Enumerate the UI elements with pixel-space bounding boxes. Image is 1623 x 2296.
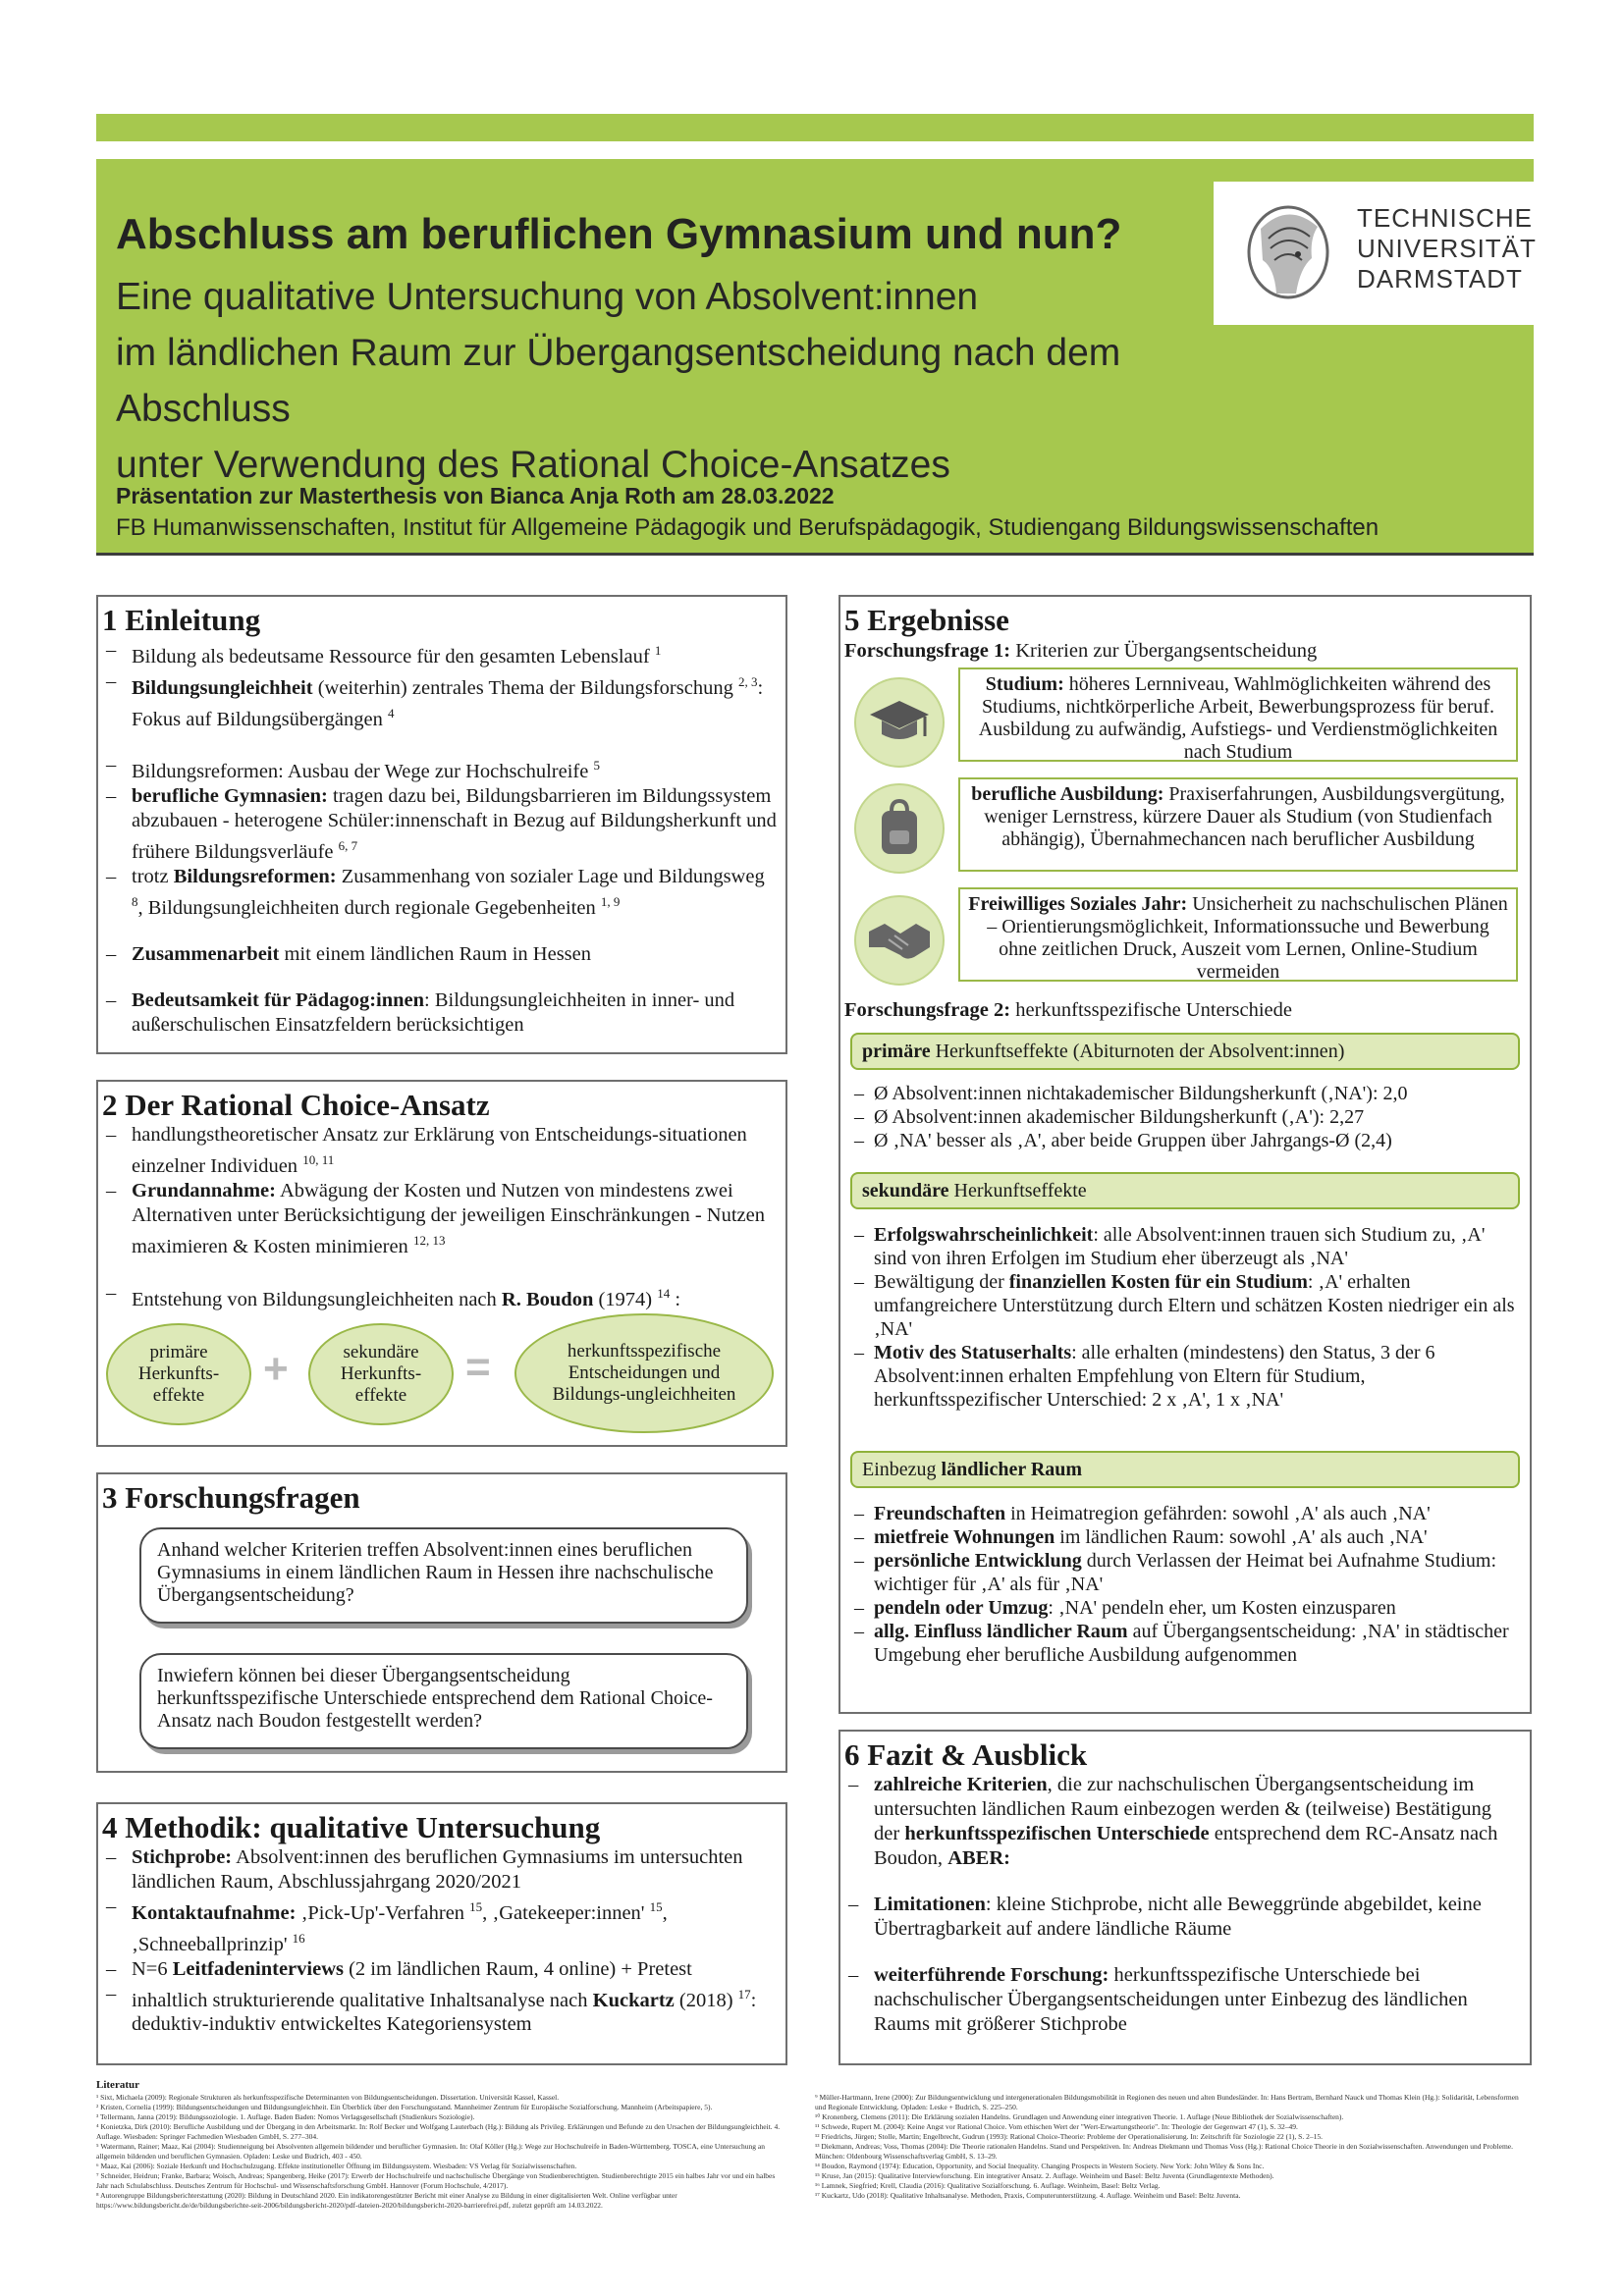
list-item: – N=6 Leitfadeninterviews (2 im ländlichen Raum, 4 online) + Pretest	[102, 1957, 778, 1982]
reference: ¹⁶ Lamnek, Siegfried; Krell, Claudia (2016): Qualitative Sozialforschung. 6. Auflage. Weinheim, Basel: Beltz Verlag.	[815, 2181, 1161, 2190]
ellipse-secondary-effects: sekundäre Herkunfts-effekte	[308, 1323, 454, 1425]
list-item: – Entstehung von Bildungsungleichheiten nach R. Boudon (1974) $^{14}$ :	[102, 1281, 778, 1312]
rural-area-list	[840, 1502, 1520, 1667]
graduation-cap-icon	[854, 677, 945, 768]
list-item: – zahlreiche Kriterien, die zur nachschulischen Übergangsentscheidung im untersuchten ländlichen Raum einbezogen werden & (teilweise) Bestätigung der herkunftsspezifischen Unterschiede entsprechend dem RC-Ansatz nach Boudon, ABER:	[844, 1773, 1522, 1871]
bullet-list	[98, 1123, 785, 1311]
reference: ⁸ Autorengruppe Bildungsberichterstattung (2020): Bildung in Deutschland 2020. Ein indikatorengestützter Bericht mit einer Analyse zu Bildung in einer digitalisierten Welt. Online verfügbar unter https://www.bildungsbericht.de/de/bildungsberichte-seit-2006/bildungsbericht-2020/pdf-dateien-2020/bildungsbericht-2020-barrierefrei.pdf, zuletzt geprüft am 14.03.2022.	[96, 2191, 677, 2210]
section-einleitung	[96, 595, 787, 1054]
ellipse-outcome: herkunftsspezifische Entscheidungen und Bildungs-ungleichheiten	[514, 1313, 774, 1433]
list-item: – pendeln oder Umzug: ‚NA' pendeln eher, um Kosten einzusparen	[840, 1596, 1520, 1620]
reference: ¹⁴ Boudon, Raymond (1974): Education, Opportunity, and Social Inequality. Changing Prospects in Western Society. New York: John Wiley & Sons Inc.	[815, 2162, 1265, 2170]
section-forschungsfragen	[96, 1472, 787, 1773]
list-item: – Bildungsreformen: Ausbau der Wege zur Hochschulreife $^5$	[102, 753, 778, 784]
reference: ² Kristen, Cornelia (1999): Bildungsentscheidungen und Bildungsungleichheit. Ein Überblick über den Forschungsstand. Mannheimer Zentrum für Europäische Sozialforschung. Mannheim (Arbeitspapiere, 5).	[96, 2103, 713, 2111]
list-item: – weiterführende Forschung: herkunftsspezifische Unterschiede bei nachschulischer Übergangsentscheidungen unter Einbezug des ländlichen Raums mit größerer Stichprobe	[844, 1963, 1522, 2037]
literature-left	[96, 2093, 787, 2211]
bullet-list	[98, 638, 785, 1038]
section-ergebnisse	[839, 595, 1532, 1714]
rural-area-header: Einbezug ländlicher Raum	[850, 1451, 1520, 1488]
bullet-list	[840, 1773, 1530, 2037]
section-fazit	[839, 1730, 1532, 2065]
section-title: 5 Ergebnisse	[844, 603, 1009, 637]
list-item: – Bewältigung der finanziellen Kosten für ein Studium: ‚A' erhalten umfangreichere Unterstützung durch Eltern und schätzen Kosten niedriger ein als ‚NA'	[840, 1270, 1520, 1341]
list-item: – Zusammenarbeit mit einem ländlichen Raum in Hessen	[102, 942, 778, 967]
list-item: – Grundannahme: Abwägung der Kosten und Nutzen von mindestens zwei Alternativen unter Berücksichtigung der jeweiligen Einschränkungen - Nutzen maximieren & Kosten minimieren $^{12, 13}$	[102, 1179, 778, 1259]
list-item: – Kontaktaufnahme: ‚Pick-Up'-Verfahren $^{15}$, ‚Gatekeeper:innen' $^{15}$, ‚Schneeballprinzip' $^{16}$	[102, 1895, 778, 1957]
list-item: – berufliche Gymnasien: tragen dazu bei, Bildungsbarrieren im Bildungssystem abzubauen - heterogene Schüler:innenschaft in Bezug auf Bildungsherkunft und frühere Bildungsverläufe $^{6, 7}$	[102, 784, 778, 865]
reference: ⁹ Müller-Hartmann, Irene (2000): Zur Bildungsentwicklung und intergenerationalen Bildungsmobilität in Regionen des neuen und alten Bundesländer. In: Hans Bertram, Bernhard Nauck und Thomas Klein (Hg.): Solidarität, Lebensformen und Regionale Entwicklung. Opladen: Leske + Budrich, S. 225–250.	[815, 2093, 1519, 2111]
research-question-2: Inwiefern können bei dieser Übergangsentscheidung herkunftsspezifische Unterschiede entsprechend dem Rational Choice-Ansatz nach Boudon festgestellt werden?	[139, 1653, 748, 1749]
section-title: 1 Einleitung	[102, 603, 261, 637]
section-rational-choice	[96, 1080, 787, 1447]
list-item: – Ø Absolvent:innen nichtakademischer Bildungsherkunft (‚NA'): 2,0	[840, 1082, 1528, 1105]
list-item: – Bedeutsamkeit für Pädagog:innen: Bildungsungleichheiten in inner- und außerschulischen Einsatzfeldern berücksichtigen	[102, 988, 778, 1038]
poster-header	[96, 159, 1537, 556]
research-question-2-label: Forschungsfrage 2: herkunftsspezifische Unterschiede	[844, 999, 1292, 1021]
athena-head-icon	[1241, 199, 1335, 305]
reference: ¹ Sixt, Michaela (2009): Regionale Strukturen als herkunftsspezifische Determinanten von Bildungsentscheidungen. Dissertation. Universität Kassel, Kassel.	[96, 2093, 560, 2102]
literature-right	[815, 2093, 1522, 2201]
bullet-list	[98, 1845, 785, 2037]
backpack-icon	[854, 783, 945, 874]
list-item: – Bildungsungleichheit (weiterhin) zentrales Thema der Bildungsforschung $^{2, 3}$: Fokus auf Bildungsübergängen $^4$	[102, 669, 778, 732]
criterion-ausbildung: berufliche Ausbildung: Praxiserfahrungen, Ausbildungsvergütung, weniger Lernstress, kürzere Dauer als Studium (von Studienfach abhängig), Übernahmechancen nach beruflicher Ausbildung	[958, 777, 1518, 872]
equals-sign: =	[465, 1343, 491, 1391]
research-question-1: Anhand welcher Kriterien treffen Absolvent:innen eines beruflichen Gymnasiums in einem ländlichen Raum in Hessen ihre nachschulische Übergangsentscheidung?	[139, 1527, 748, 1624]
list-item: – Motiv des Statuserhalts: alle erhalten (mindestens) den Status, 3 der 6 Absolvent:innen erhalten Empfehlung von Eltern für Studium, herkunftsspezifischer Unterschied: 2 x ‚A', 1 x ‚NA'	[840, 1341, 1520, 1412]
plus-sign: +	[263, 1345, 289, 1393]
section-title: 6 Fazit & Ausblick	[844, 1737, 1088, 1772]
reference: ⁴ Konietzka, Dirk (2010): Berufliche Ausbildung und der Übergang in den Arbeitsmarkt. In: Rolf Becker und Wolfgang Lauterbach (Hg.): Bildung als Privileg. Erklärungen und Befunde zu den Ursachen der Bildungsungleichheit. 4. Auflage. Wiesbaden: Springer Fachmedien Wiesbaden GmbH, S. 277–304.	[96, 2122, 781, 2141]
list-item: – Erfolgswahrscheinlichkeit: alle Absolvent:innen trauen sich Studium zu, ‚A' sind von ihren Erfolgen im Studium eher überzeugt als ‚NA'	[840, 1223, 1520, 1270]
list-item: – handlungstheoretischer Ansatz zur Erklärung von Entscheidungs-situationen einzelner Individuen $^{10, 11}$	[102, 1123, 778, 1179]
secondary-effects-header: sekundäre Herkunftseffekte	[850, 1172, 1520, 1209]
section-title: 3 Forschungsfragen	[102, 1480, 360, 1515]
reference: ¹⁵ Kruse, Jan (2015): Qualitative Interviewforschung. Ein integrativer Ansatz. 2. Auflage. Weinheim und Basel: Beltz Juventa (Grundlagentexte Methoden).	[815, 2171, 1274, 2180]
list-item: – inhaltlich strukturierende qualitative Inhaltsanalyse nach Kuckartz (2018) $^{17}$: deduktiv-induktiv entwickeltes Kategoriensystem	[102, 1982, 778, 2038]
reference: ⁶ Maaz, Kai (2006): Soziale Herkunft und Hochschulzugang. Effekte institutioneller Öffnung im Bildungssystem. Wiesbaden: VS Verlag für Sozialwissenschaften.	[96, 2162, 577, 2170]
section-methodik	[96, 1802, 787, 2065]
logo-wordmark: TECHNISCHE UNIVERSITÄT DARMSTADT	[1357, 203, 1537, 294]
primary-effects-header: primäre Herkunftseffekte (Abiturnoten der Absolvent:innen)	[850, 1033, 1520, 1070]
list-item: – Ø Absolvent:innen akademischer Bildungsherkunft (‚A'): 2,27	[840, 1105, 1528, 1129]
research-question-1-label: Forschungsfrage 1: Kriterien zur Übergangsentscheidung	[844, 640, 1318, 662]
list-item: – Ø ‚NA' besser als ‚A', aber beide Gruppen über Jahrgangs-Ø (2,4)	[840, 1129, 1528, 1152]
reference: ¹³ Diekmann, Andreas; Voss, Thomas (2004): Die Theorie rationalen Handelns. Stand und Perspektiven. In: Andreas Diekmann und Thomas Voss (Hg.): Rational Choice Theorie in den Sozialwissenschaften. Anwendungen und Probleme. München: Oldenbourg Wissenschaftsverlag GmbH, S. 13–29.	[815, 2142, 1513, 2161]
section-title: 4 Methodik: qualitative Untersuchung	[102, 1810, 601, 1844]
list-item: – Bildung als bedeutsame Ressource für den gesamten Lebenslauf $^1$	[102, 638, 778, 669]
university-logo	[1214, 182, 1537, 325]
faculty-line: FB Humanwissenschaften, Institut für Allgemeine Pädagogik und Berufspädagogik, Studiengang Bildungswissenschaften	[116, 514, 1380, 541]
list-item: – persönliche Entwicklung durch Verlassen der Heimat bei Aufnahme Studium: wichtiger für ‚A' als für ‚NA'	[840, 1549, 1520, 1596]
reference: ¹² Friedrichs, Jürgen; Stolle, Martin; Engelbrecht, Gudrun (1993): Rational Choice-Theorie: Probleme der Operationalisierung. In: Zeitschrift für Soziologie 22 (1), S. 2–15.	[815, 2132, 1323, 2141]
ellipse-primary-effects: primäre Herkunfts-effekte	[106, 1323, 251, 1425]
list-item: – Freundschaften in Heimatregion gefährden: sowohl ‚A' als auch ‚NA'	[840, 1502, 1520, 1525]
top-accent-bar	[96, 114, 1534, 141]
secondary-effects-list	[840, 1223, 1520, 1412]
reference: ¹¹ Schwede, Rupert M. (2004): Keine Angst vor Rational Choice. Vom ethischen Wert der "Wert-Erwartungstheorie". In: Theologie der Gegenwart 47 (1), S. 32–49.	[815, 2122, 1298, 2131]
list-item: – allg. Einfluss ländlicher Raum auf Übergangsentscheidung: ‚NA' in städtischer Umgebung eher berufliche Ausbildung aufgenommen	[840, 1620, 1520, 1667]
poster-title: Abschluss am beruflichen Gymnasium und nun?	[116, 210, 1122, 258]
criterion-studium: Studium: höheres Lernniveau, Wahlmöglichkeiten während des Studiums, nichtkörperliche Arbeit, Bewerbungsprozess für beruf. Ausbildung zu aufwändig, Aufstiegs- und Verdienstmöglichkeiten nach Studium	[958, 667, 1518, 762]
reference: ³ Tellermann, Janna (2019): Bildungssoziologie. 1. Auflage. Baden Baden: Nomos Verlagsgesellschaft (Studienkurs Soziologie).	[96, 2112, 475, 2121]
section-title: 2 Der Rational Choice-Ansatz	[102, 1088, 490, 1122]
reference: ¹⁰ Kronenberg, Clemens (2011): Die Erklärung sozialen Handelns. Grundlagen und Anwendung einer integrativen Theorie. 1. Auflage (Neue Bibliothek der Sozialwissenschaften).	[815, 2112, 1344, 2121]
reference: ⁷ Schneider, Heidrun; Franke, Barbara; Woisch, Andreas; Spangenberg, Heike (2017): Erwerb der Hochschulreife und nachschulische Übergänge von Studienberechtigten. Studienberechtigte 2015 ein halbes Jahr vor und ein halbes Jahr nach Schulabschluss. Deutsches Zentrum für Hochschul- und Wissenschaftsforschung GmbH. Hannover (Forum Hochschule, 4/2017).	[96, 2171, 776, 2190]
primary-effects-list	[840, 1082, 1528, 1152]
list-item: – Limitationen: kleine Stichprobe, nicht alle Beweggründe abgebildet, keine Übertragbarkeit auf andere ländliche Räume	[844, 1893, 1522, 1942]
list-item: – Stichprobe: Absolvent:innen des beruflichen Gymnasiums im untersuchten ländlichen Raum, Abschlussjahrgang 2020/2021	[102, 1845, 778, 1895]
handshake-icon	[854, 895, 945, 986]
criterion-fsj: Freiwilliges Soziales Jahr: Unsicherheit zu nachschulischen Plänen – Orientierungsmöglichkeit, Informationssuche und Bewerbung ohne zeitlichen Druck, Auszeit vom Lernen, Online-Studium vermeiden	[958, 887, 1518, 982]
list-item: – mietfreie Wohnungen im ländlichen Raum: sowohl ‚A' als auch ‚NA'	[840, 1525, 1520, 1549]
list-item: – trotz Bildungsreformen: Zusammenhang von sozialer Lage und Bildungsweg $^8$, Bildungsungleichheiten durch regionale Gegebenheiten $^{1, 9}$	[102, 865, 778, 921]
literature-heading: Literatur	[96, 2079, 139, 2091]
reference: ¹⁷ Kuckartz, Udo (2018): Qualitative Inhaltsanalyse. Methoden, Praxis, Computerunterstützung. 4. Auflage. Weinheim und Basel: Beltz Juventa.	[815, 2191, 1241, 2200]
presentation-line: Präsentation zur Masterthesis von Bianca Anja Roth am 28.03.2022	[116, 483, 835, 508]
reference: ⁵ Watermann, Rainer; Maaz, Kai (2004): Studienneigung bei Absolventen allgemein bildender und beruflicher Gymnasien. In: Olaf Köller (Hg.): Wege zur Hochschulreife in Baden-Württemberg. TOSCA, eine Untersuchung an allgemein bildenden und beruflichen Gymnasien. Opladen: Leske und Budrich, 403 - 450.	[96, 2142, 765, 2161]
poster-subtitle: Eine qualitative Untersuchung von Absolvent:innen im ländlichen Raum zur Übergangsentscheidung nach dem Abschluss unter Verwendung des Rational Choice-Ansatzes	[116, 276, 1121, 486]
